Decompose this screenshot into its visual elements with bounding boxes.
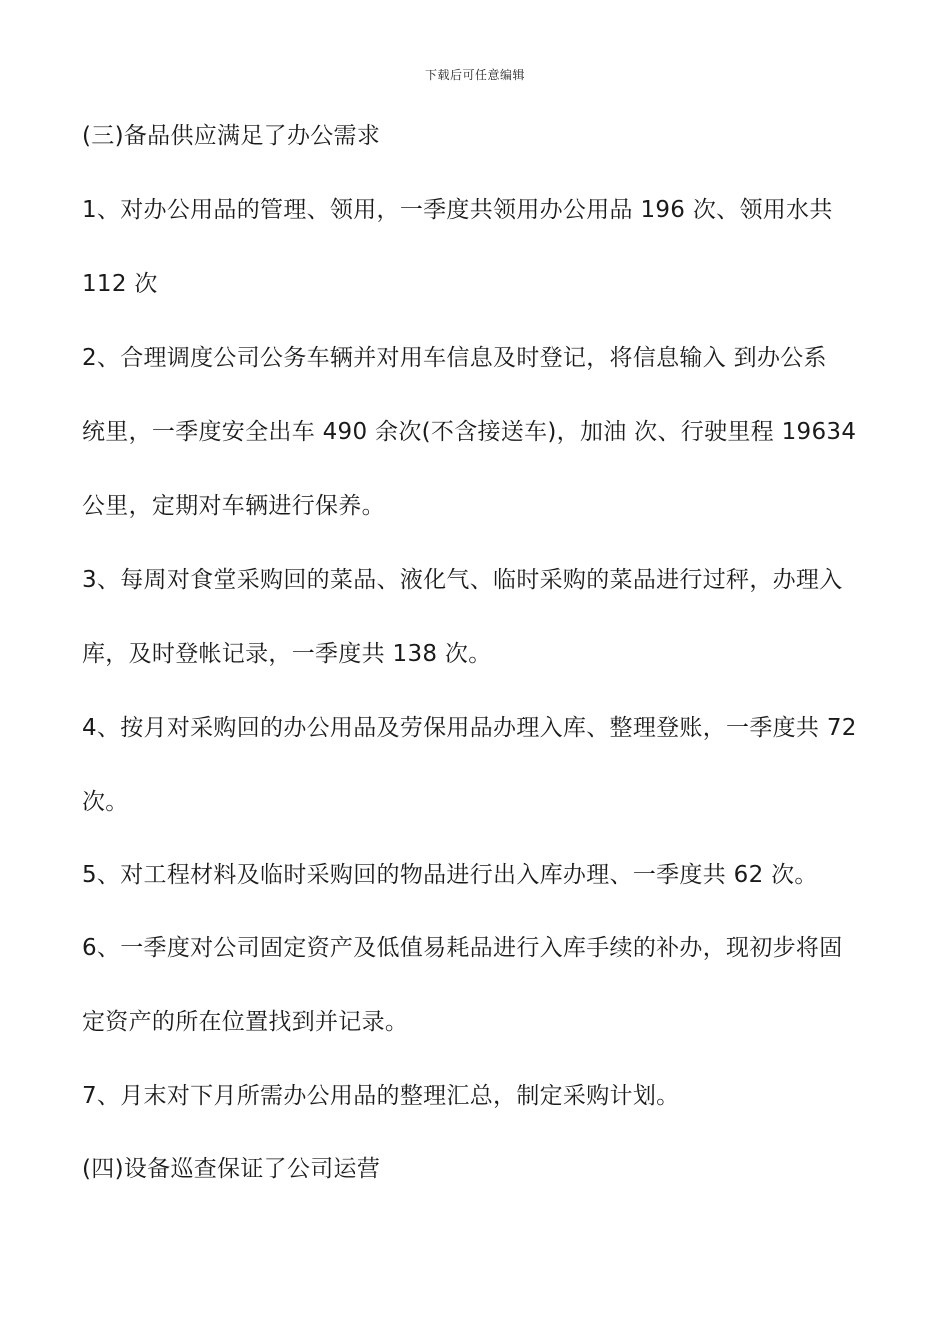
header-note: 下载后可任意编辑 [424,68,525,82]
paragraph-line: 7、月末对下月所需办公用品的整理汇总，制定采购计划。 [82,1083,680,1109]
section-heading-4: (四)设备巡查保证了公司运营 [82,1156,381,1182]
paragraph-line: 112 次 [82,271,158,297]
paragraph-line: 5、对工程材料及临时采购回的物品进行出入库办理、一季度共 62 次。 [82,862,818,888]
paragraph-line: 库，及时登帐记录，一季度共 138 次。 [82,641,492,667]
paragraph-line: 统里，一季度安全出车 490 余次(不含接送车)，加油 次、行驶里程 19634 [82,419,857,445]
paragraph-line: 1、对办公用品的管理、领用，一季度共领用办公用品 196 次、领用水共 [82,197,833,223]
paragraph-line: 3、每周对食堂采购回的菜品、液化气、临时采购的菜品进行过秤，办理入 [82,567,843,593]
paragraph-line: 公里，定期对车辆进行保养。 [82,493,385,519]
paragraph-line: 2、合理调度公司公务车辆并对用车信息及时登记，将信息输入 到办公系 [82,345,827,371]
paragraph-line: 4、按月对采购回的办公用品及劳保用品办理入库、整理登账，一季度共 72 [82,715,857,741]
section-heading-3: (三)备品供应满足了办公需求 [82,123,381,149]
paragraph-line: 定资产的所在位置找到并记录。 [82,1009,409,1035]
paragraph-line: 次。 [82,789,129,815]
paragraph-line: 6、一季度对公司固定资产及低值易耗品进行入库手续的补办，现初步将固 [82,935,843,961]
